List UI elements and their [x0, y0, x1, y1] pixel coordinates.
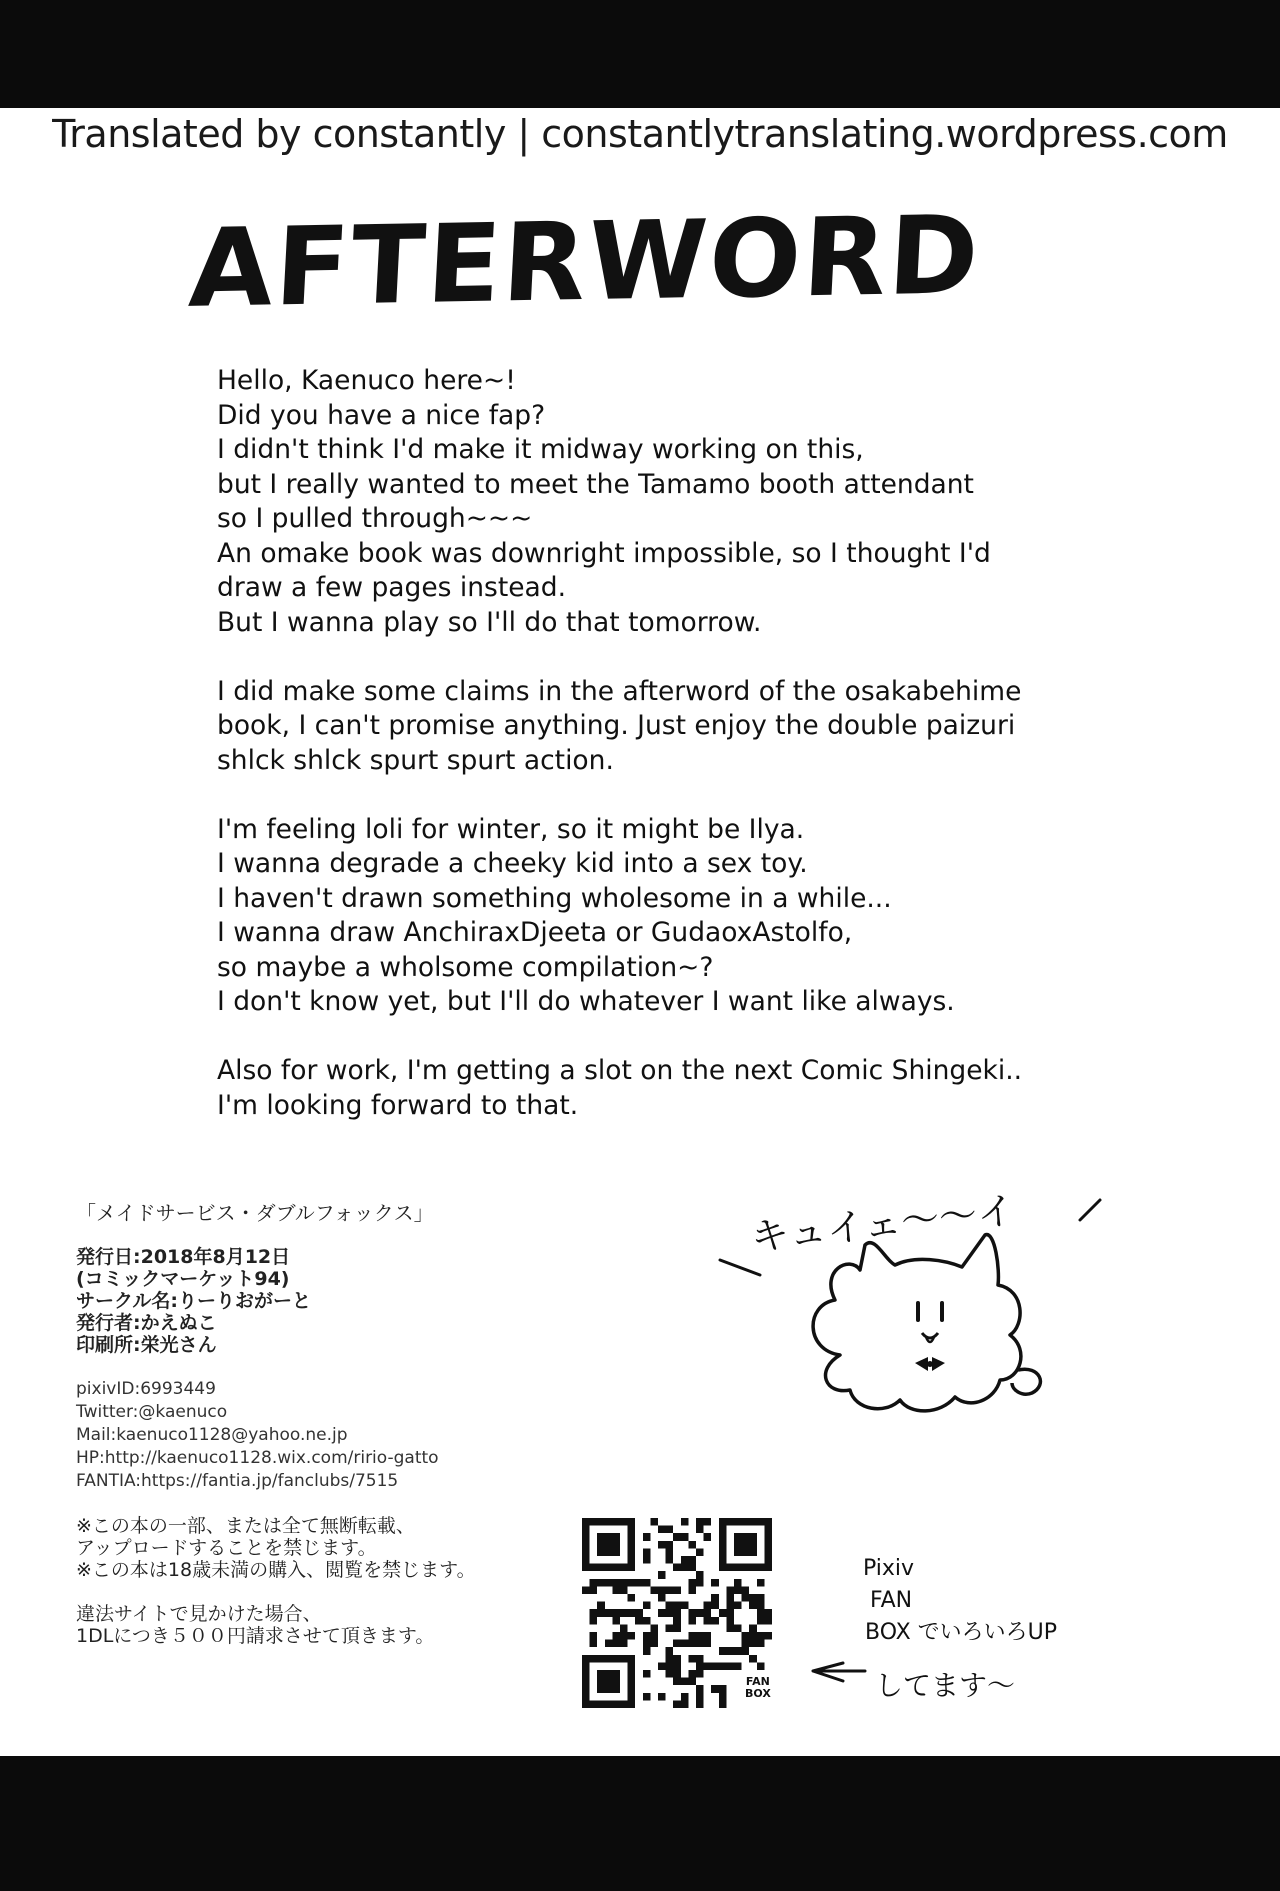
- qr-module: [711, 1685, 719, 1693]
- qr-module: [597, 1609, 605, 1617]
- text-line: An omake book was downright impossible, so I thought I'd: [217, 537, 991, 569]
- qr-module: [696, 1700, 704, 1708]
- qr-module: [643, 1602, 651, 1610]
- qr-module: [673, 1640, 681, 1648]
- qr-module: [726, 1602, 734, 1610]
- qr-module: [696, 1518, 704, 1526]
- qr-module: [658, 1693, 666, 1701]
- qr-module: [726, 1594, 734, 1602]
- qr-module: [757, 1662, 765, 1670]
- qr-module: [620, 1632, 628, 1640]
- qr-module: [696, 1670, 704, 1678]
- qr-module: [757, 1640, 765, 1648]
- qr-module: [620, 1624, 628, 1632]
- twitter-handle: Twitter:@kaenuco: [76, 1402, 228, 1422]
- qr-module: [643, 1548, 651, 1556]
- qr-module: [666, 1556, 674, 1564]
- notice-line: アップロードすることを禁じます。: [76, 1537, 377, 1559]
- paragraph-4: [217, 1054, 1077, 1123]
- qr-module: [688, 1556, 696, 1564]
- qr-module: [658, 1662, 666, 1670]
- copyright-notices: [76, 1515, 596, 1581]
- qr-module: [742, 1586, 750, 1594]
- qr-module: [757, 1609, 765, 1617]
- qr-module: [620, 1586, 628, 1594]
- qr-module: [673, 1678, 681, 1686]
- qr-module: [635, 1579, 643, 1587]
- qr-module: [688, 1541, 696, 1549]
- qr-module: [696, 1609, 704, 1617]
- publish-date: 発行日:2018年8月12日: [76, 1246, 291, 1268]
- contact-info: [76, 1378, 596, 1493]
- qr-module: [612, 1586, 620, 1594]
- text-line: I did make some claims in the afterword of the osakabehime: [217, 675, 1022, 707]
- qr-module: [666, 1602, 674, 1610]
- qr-module: [590, 1617, 598, 1625]
- bottom-black-bar: [0, 1756, 1280, 1891]
- left-arrow-icon: [813, 1663, 865, 1681]
- qr-module: [673, 1617, 681, 1625]
- qr-module: [704, 1617, 712, 1625]
- qr-module: [696, 1655, 704, 1663]
- qr-module: [711, 1594, 719, 1602]
- qr-module: [643, 1556, 651, 1564]
- mail-address: Mail:kaenuco1128@yahoo.ne.jp: [76, 1425, 348, 1445]
- qr-module: [673, 1700, 681, 1708]
- qr-module: [742, 1632, 750, 1640]
- qr-module: [711, 1602, 719, 1610]
- publisher: 発行者:かえぬこ: [76, 1312, 217, 1334]
- qr-module: [696, 1640, 704, 1648]
- qr-module: [681, 1640, 689, 1648]
- qr-module: [658, 1609, 666, 1617]
- qr-module: [704, 1662, 712, 1670]
- notice-line: ※この本の一部、または全て無断転載、: [76, 1515, 415, 1537]
- qr-module: [597, 1602, 605, 1610]
- qr-module: [666, 1586, 674, 1594]
- qr-module: [666, 1670, 674, 1678]
- qr-module: [597, 1533, 620, 1556]
- piracy-notice: [76, 1603, 596, 1647]
- qr-module: [764, 1609, 772, 1617]
- qr-code-icon[interactable]: [582, 1518, 772, 1708]
- qr-module: [590, 1609, 598, 1617]
- qr-module: [704, 1518, 712, 1526]
- qr-module: [688, 1670, 696, 1678]
- qr-module: [643, 1533, 651, 1541]
- qr-module: [620, 1579, 628, 1587]
- qr-module: [666, 1662, 674, 1670]
- qr-module: [719, 1609, 727, 1617]
- qr-module: [673, 1586, 681, 1594]
- qr-module: [696, 1685, 704, 1693]
- qr-module: [696, 1632, 704, 1640]
- qr-module: [757, 1579, 765, 1587]
- note-line: Pixiv: [863, 1556, 915, 1581]
- text-line: but I really wanted to meet the Tamamo booth attendant: [217, 468, 974, 500]
- qr-module: [650, 1586, 658, 1594]
- book-title: 「メイドサービス・ダブルフォックス」: [76, 1201, 434, 1225]
- qr-module: [628, 1609, 636, 1617]
- page-title: AFTERWORD: [186, 193, 984, 332]
- qr-module: [673, 1602, 681, 1610]
- qr-module: [620, 1609, 628, 1617]
- qr-module: [742, 1647, 750, 1655]
- qr-module: [597, 1579, 605, 1587]
- qr-module: [658, 1571, 666, 1579]
- qr-module: [749, 1655, 757, 1663]
- qr-module: [757, 1617, 765, 1625]
- qr-module: [597, 1670, 620, 1693]
- qr-module: [688, 1564, 696, 1572]
- qr-module: [711, 1579, 719, 1587]
- paragraph-1: [217, 364, 1077, 640]
- note-line: してます〜: [875, 1669, 1016, 1702]
- qr-module: [726, 1586, 734, 1594]
- qr-module: [582, 1586, 590, 1594]
- qr-module: [749, 1594, 757, 1602]
- qr-module: [704, 1640, 712, 1648]
- qr-module: [719, 1700, 727, 1708]
- speed-line-right: [1080, 1200, 1100, 1220]
- qr-module: [711, 1617, 719, 1625]
- qr-module: [681, 1602, 689, 1610]
- qr-module: [734, 1662, 742, 1670]
- qr-module: [757, 1602, 765, 1610]
- qr-module: [605, 1579, 613, 1587]
- note-line: BOX でいろいろUP: [865, 1620, 1058, 1645]
- qr-module: [666, 1655, 674, 1663]
- qr-module: [643, 1579, 651, 1587]
- qr-module: [628, 1594, 636, 1602]
- text-line: I don't know yet, but I'll do whatever I want like always.: [217, 986, 955, 1017]
- qr-module: [658, 1594, 666, 1602]
- qr-module: [764, 1617, 772, 1625]
- qr-module: [666, 1647, 674, 1655]
- qr-module: [688, 1579, 696, 1587]
- qr-module: [696, 1526, 704, 1534]
- qr-module: [612, 1632, 620, 1640]
- qr-module: [688, 1655, 696, 1663]
- qr-module: [719, 1662, 727, 1670]
- text-line: book, I can't promise anything. Just enjoy the double paizuri: [217, 710, 1016, 741]
- text-line: I wanna draw AnchiraxDjeeta or GudaoxAstolfo,: [217, 917, 853, 948]
- qr-module: [620, 1640, 628, 1648]
- qr-module: [681, 1533, 689, 1541]
- qr-module: [681, 1700, 689, 1708]
- qr-module: [612, 1617, 620, 1625]
- qr-module: [688, 1609, 696, 1617]
- qr-module: [704, 1533, 712, 1541]
- notice-line: ※この本は18歳未満の購入、閲覧を禁じます。: [76, 1559, 476, 1581]
- note-line: FAN: [870, 1588, 913, 1613]
- cat-body-outline: [813, 1235, 1021, 1411]
- fantia-url: FANTIA:https://fantia.jp/fanclubs/7515: [76, 1471, 399, 1491]
- qr-module: [696, 1662, 704, 1670]
- qr-module: [643, 1632, 651, 1640]
- qr-module: [726, 1609, 734, 1617]
- qr-module: [757, 1632, 765, 1640]
- qr-module: [749, 1640, 757, 1648]
- pixiv-id: pixivID:6993449: [76, 1379, 216, 1399]
- qr-module: [650, 1632, 658, 1640]
- qr-module: [635, 1609, 643, 1617]
- qr-module: [688, 1617, 696, 1625]
- qr-module: [749, 1624, 757, 1632]
- paragraph-2: [217, 675, 1077, 779]
- qr-module: [757, 1594, 765, 1602]
- qr-module: [696, 1693, 704, 1701]
- qr-module: [704, 1602, 712, 1610]
- qr-module: [764, 1632, 772, 1640]
- qr-module: [605, 1609, 613, 1617]
- qr-module: [666, 1548, 674, 1556]
- text-line: But I wanna play so I'll do that tomorrow.: [217, 606, 762, 638]
- exclaim-text: キュイェ〜〜イ: [748, 1188, 1017, 1260]
- qr-module: [734, 1602, 742, 1610]
- qr-module: [681, 1693, 689, 1701]
- text-line: I haven't drawn something wholesome in a while...: [217, 882, 892, 914]
- fanbox-logo-label: [745, 1676, 771, 1700]
- colophon: [76, 1202, 596, 1669]
- fanbox-note: [805, 1545, 1185, 1735]
- cat-mouth: [922, 1333, 938, 1338]
- qr-module: [742, 1594, 750, 1602]
- fanbox-logo-line: FAN: [745, 1675, 770, 1688]
- qr-module: [666, 1526, 674, 1534]
- publication-info: [76, 1246, 596, 1356]
- qr-module: [681, 1678, 689, 1686]
- qr-module: [590, 1579, 598, 1587]
- qr-module: [704, 1609, 712, 1617]
- fanbox-logo-line: BOX: [745, 1687, 771, 1700]
- qr-module: [681, 1564, 689, 1572]
- text-line: I wanna degrade a cheeky kid into a sex toy.: [217, 848, 808, 879]
- qr-module: [726, 1647, 734, 1655]
- qr-module: [628, 1632, 636, 1640]
- homepage-url: HP:http://kaenuco1128.wix.com/ririo-gatto: [76, 1448, 439, 1468]
- qr-module: [688, 1678, 696, 1686]
- qr-module: [612, 1579, 620, 1587]
- qr-module: [658, 1526, 666, 1534]
- qr-module: [666, 1624, 674, 1632]
- speed-line-left: [720, 1260, 760, 1275]
- text-line: Did you have a nice fap?: [217, 399, 546, 431]
- qr-module: [673, 1662, 681, 1670]
- qr-module: [673, 1670, 681, 1678]
- qr-module: [643, 1670, 651, 1678]
- text-line: draw a few pages instead.: [217, 572, 567, 603]
- qr-module: [749, 1632, 757, 1640]
- qr-module: [650, 1518, 658, 1526]
- notice-line: 1DLにつき５００円請求させて頂きます。: [76, 1625, 435, 1647]
- qr-module: [650, 1624, 658, 1632]
- bowtie-knot: [927, 1361, 933, 1367]
- qr-module: [688, 1632, 696, 1640]
- qr-module: [696, 1571, 704, 1579]
- qr-module: [734, 1579, 742, 1587]
- qr-module: [673, 1564, 681, 1572]
- qr-module: [696, 1548, 704, 1556]
- qr-module: [719, 1685, 727, 1693]
- qr-module: [635, 1617, 643, 1625]
- event-name: (コミックマーケット94): [76, 1268, 290, 1290]
- text-line: Hello, Kaenuco here~!: [217, 365, 516, 396]
- qr-module: [590, 1640, 598, 1648]
- qr-module: [643, 1693, 651, 1701]
- qr-module: [734, 1533, 757, 1556]
- qr-module: [742, 1640, 750, 1648]
- qr-module: [734, 1586, 742, 1594]
- qr-module: [628, 1579, 636, 1587]
- text-line: I didn't think I'd make it midway working on this,: [217, 434, 864, 465]
- qr-module: [673, 1609, 681, 1617]
- paragraph-3: [217, 813, 1077, 1020]
- qr-module: [719, 1693, 727, 1701]
- qr-module: [726, 1662, 734, 1670]
- qr-module: [658, 1541, 666, 1549]
- qr-module: [612, 1640, 620, 1648]
- text-line: Also for work, I'm getting a slot on the next Comic Shingeki..: [217, 1055, 1023, 1086]
- qr-module: [673, 1624, 681, 1632]
- qr-module: [666, 1541, 674, 1549]
- qr-module: [749, 1602, 757, 1610]
- qr-module: [590, 1632, 598, 1640]
- qr-module: [734, 1624, 742, 1632]
- qr-module: [734, 1647, 742, 1655]
- qr-module: [681, 1518, 689, 1526]
- text-line: so I pulled through~~~: [217, 503, 533, 534]
- qr-module: [726, 1624, 734, 1632]
- qr-module: [666, 1609, 674, 1617]
- qr-module: [673, 1655, 681, 1663]
- qr-module: [688, 1640, 696, 1648]
- circle-name: サークル名:りーりおがーと: [76, 1290, 312, 1312]
- text-line: I'm feeling loli for winter, so it might be Ilya.: [217, 813, 805, 845]
- qr-module: [711, 1662, 719, 1670]
- afterword-body: [217, 364, 1077, 1158]
- qr-module: [643, 1617, 651, 1625]
- qr-module: [590, 1586, 598, 1594]
- qr-module: [605, 1640, 613, 1648]
- top-black-bar: [0, 0, 1280, 108]
- qr-module: [704, 1632, 712, 1640]
- cat-mascot-sketch: [700, 1175, 1120, 1440]
- qr-module: [643, 1640, 651, 1648]
- printer: 印刷所:栄光さん: [76, 1334, 217, 1356]
- qr-module: [643, 1647, 651, 1655]
- qr-module: [688, 1586, 696, 1594]
- text-line: shlck shlck spurt spurt action.: [217, 744, 614, 776]
- notice-line: 違法サイトで見かけた場合、: [76, 1603, 322, 1625]
- text-line: so maybe a wholsome compilation~?: [217, 951, 714, 983]
- translator-credit: Translated by constantly | constantlytranslating.wordpress.com: [52, 112, 1228, 156]
- qr-module: [650, 1640, 658, 1648]
- qr-module: [726, 1617, 734, 1625]
- qr-module: [719, 1647, 727, 1655]
- qr-module: [673, 1533, 681, 1541]
- qr-module: [612, 1609, 620, 1617]
- qr-module: [658, 1586, 666, 1594]
- text-line: I'm looking forward to that.: [217, 1089, 579, 1121]
- qr-module: [696, 1579, 704, 1587]
- qr-module: [681, 1556, 689, 1564]
